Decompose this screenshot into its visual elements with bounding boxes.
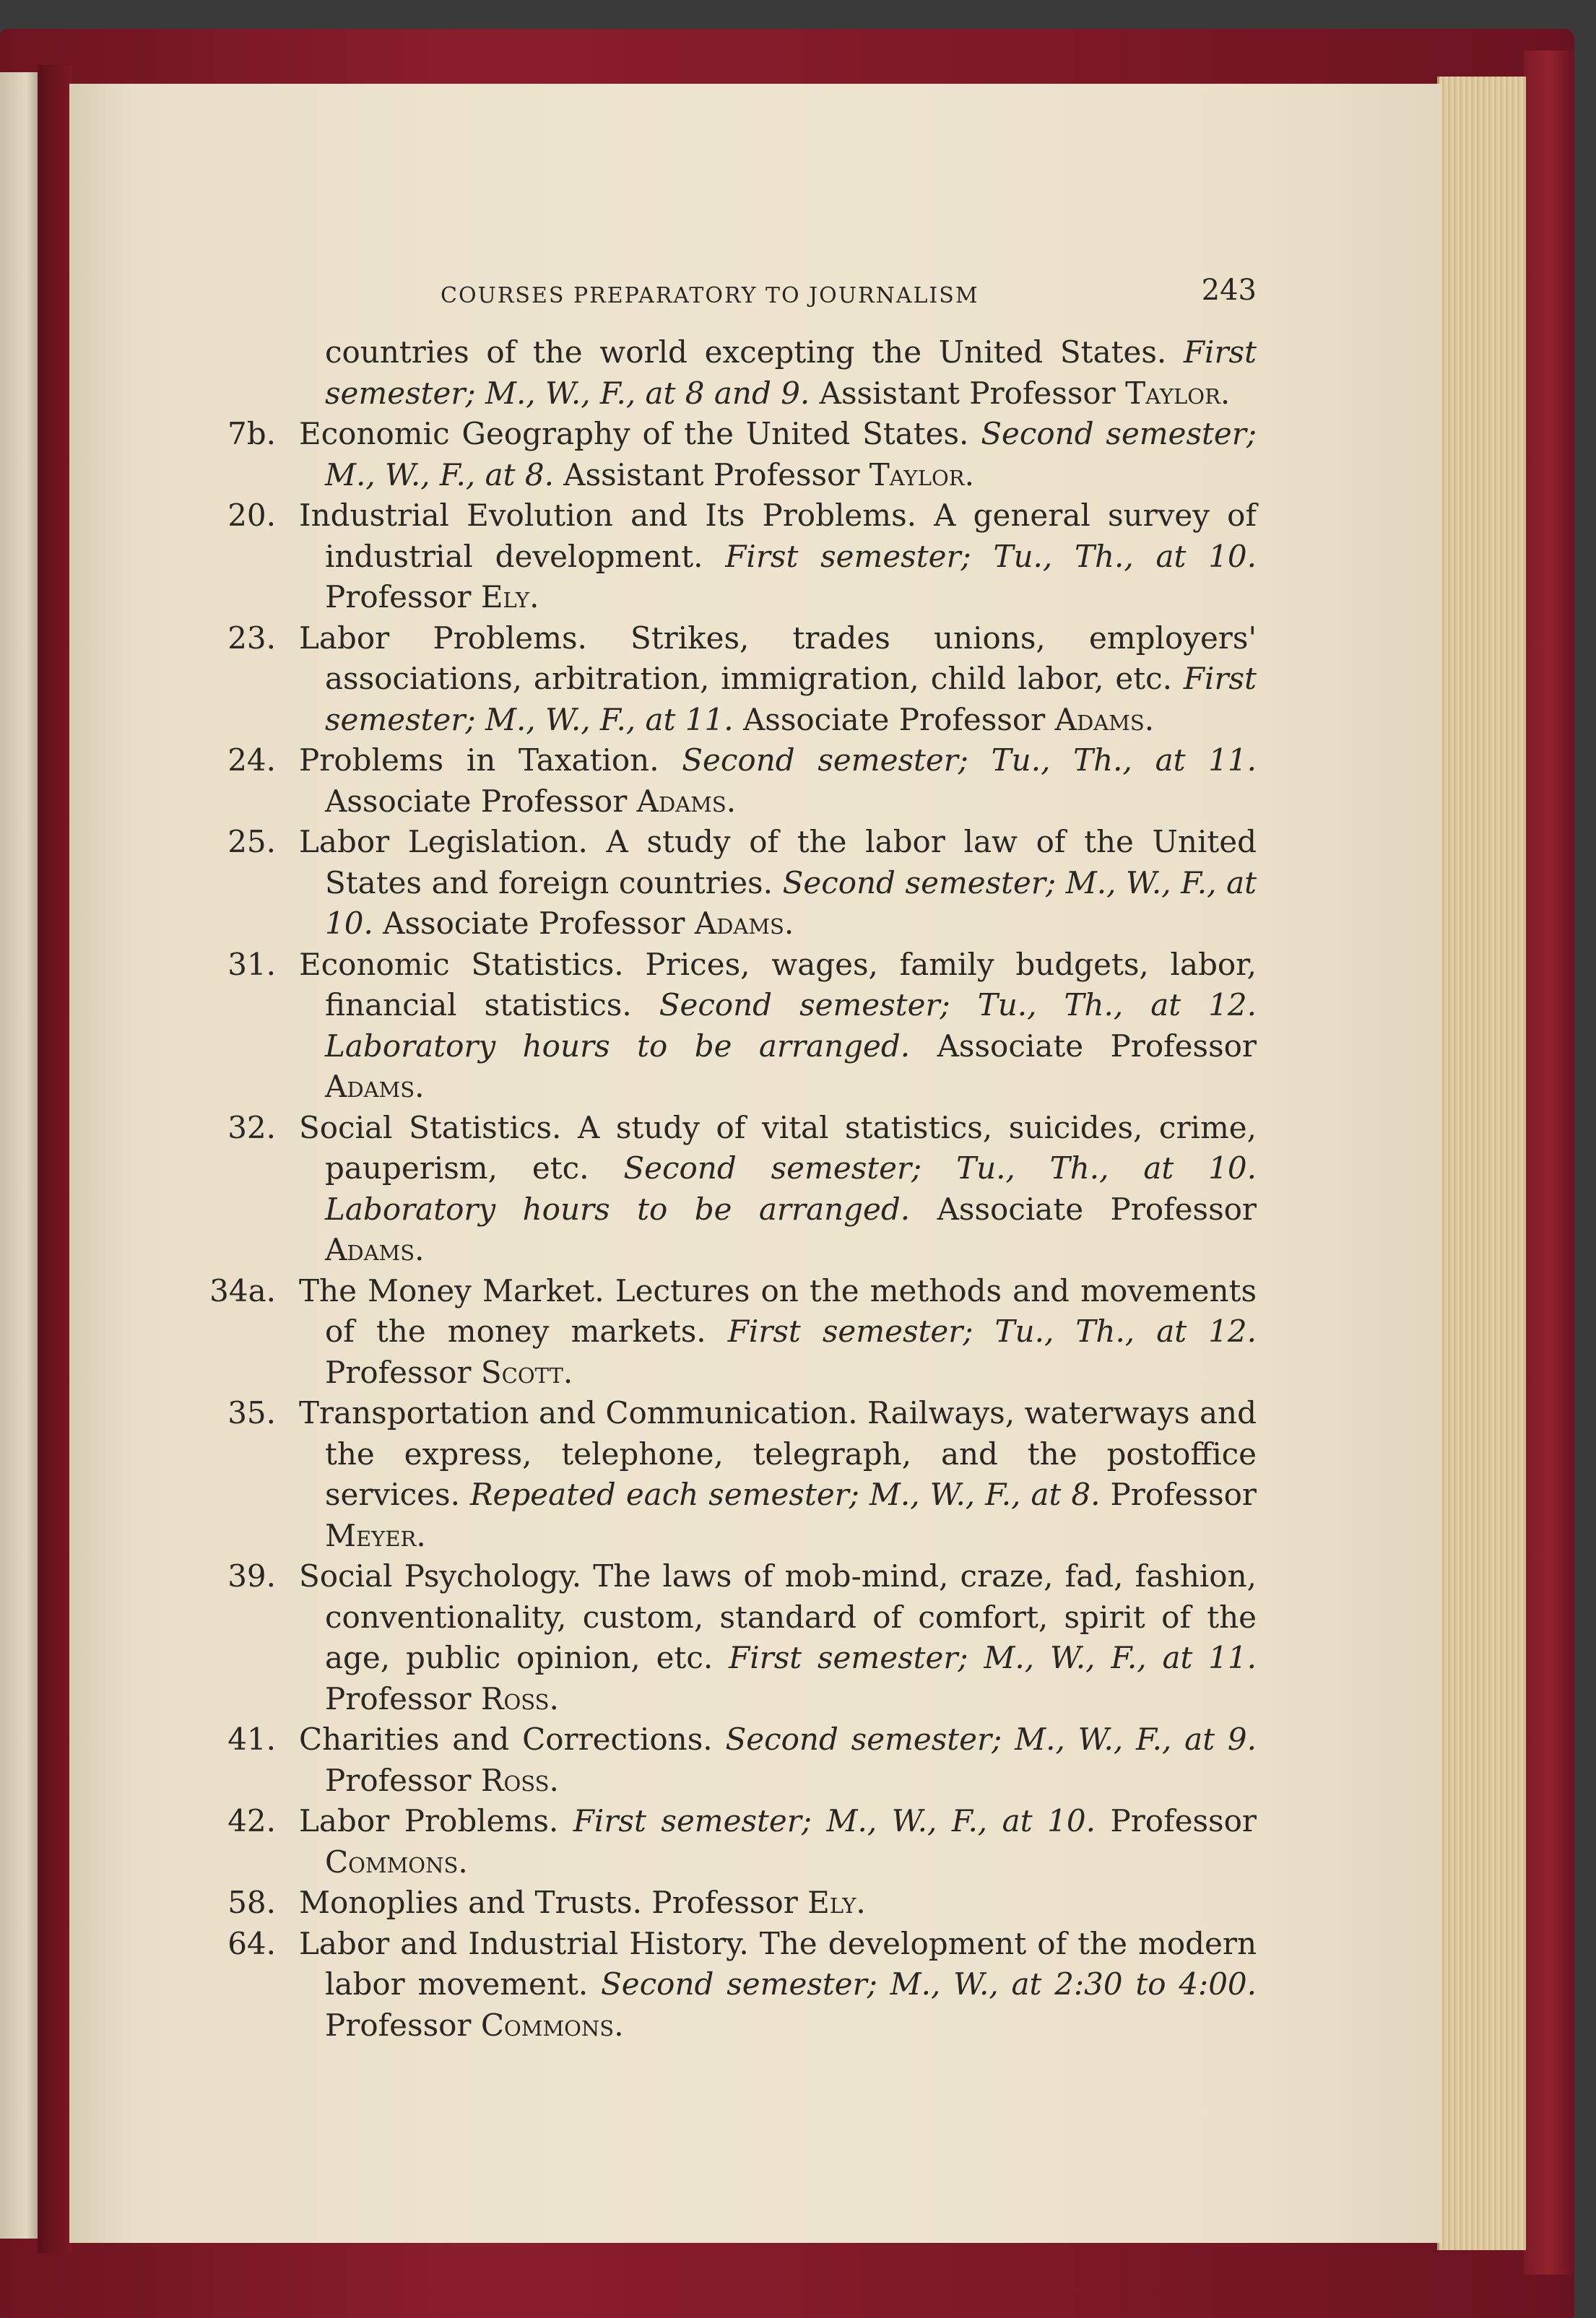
course-description (299, 1393, 1257, 1556)
punctuation: . (964, 456, 974, 492)
course-description (299, 822, 1257, 945)
course-text: countries of the world excepting the United States. (325, 334, 1184, 370)
course-description (299, 1883, 1257, 1924)
course-description (299, 1801, 1257, 1883)
course-description (299, 332, 1257, 414)
course-number: 20. (227, 498, 276, 533)
course-entry (195, 1719, 1257, 1801)
course-number: 25. (227, 824, 276, 859)
course-entry (195, 1393, 1257, 1556)
instructor-title: Professor (1095, 1803, 1257, 1839)
instructor-title: Professor (325, 1680, 481, 1716)
course-description (299, 1556, 1257, 1719)
course-number: 7b. (227, 416, 276, 451)
course-number: 39. (227, 1558, 276, 1594)
instructor-title: Professor (325, 1762, 481, 1798)
punctuation: . (415, 1232, 425, 1267)
course-schedule: Second semester; M., W., F., at 8. (325, 416, 1257, 492)
punctuation: . (614, 2007, 624, 2043)
course-schedule: Repeated each semester; M., W., F., at 8. (469, 1477, 1101, 1512)
course-number: 34a. (209, 1272, 276, 1308)
cover-edge-right (1524, 51, 1574, 2275)
course-number: 42. (227, 1803, 276, 1839)
instructor-name: Adams (694, 906, 784, 941)
course-description (299, 495, 1257, 618)
running-head (195, 267, 1257, 319)
course-schedule: Second semester; M., W., F., at 10. (325, 864, 1257, 941)
course-schedule: First semester; M., W., F., at 11. (325, 661, 1257, 737)
instructor-name: Meyer (325, 1517, 417, 1553)
course-number: 24. (227, 742, 276, 778)
course-description (299, 1719, 1257, 1801)
punctuation: . (1144, 701, 1155, 737)
punctuation: . (856, 1885, 866, 1920)
course-schedule: First semester; M., W., F., at 11. (729, 1640, 1257, 1675)
punctuation: . (549, 1680, 559, 1716)
course-entry (195, 414, 1257, 495)
course-text: Labor and Industrial History. The development of the modern labor movement. (299, 1925, 1257, 2002)
course-description (299, 1108, 1257, 1271)
instructor-title: Associate Professor (910, 1028, 1257, 1064)
instructor-title: Professor (325, 579, 481, 615)
course-text: Economic Statistics. Prices, wages, family budgets, labor, financial statistics. (299, 946, 1257, 1023)
instructor-name: Taylor (869, 456, 965, 492)
instructor-title: Assistant Professor (810, 375, 1126, 411)
instructor-title: Associate Professor (373, 906, 695, 941)
course-schedule: First semester; Tu., Th., at 10. (725, 538, 1257, 574)
punctuation: . (415, 1069, 425, 1104)
course-description (299, 618, 1257, 741)
course-entry (195, 618, 1257, 741)
instructor-title: Professor (641, 1885, 808, 1920)
course-description (299, 740, 1257, 822)
instructor-title: Professor (1100, 1477, 1257, 1512)
course-text: Labor Problems. (299, 1803, 573, 1839)
course-entry (195, 1271, 1257, 1394)
course-entry (195, 740, 1257, 822)
course-text: Labor Problems. Strikes, trades unions, employers' associations, arbitration, immigration, child labor, etc. (299, 620, 1257, 696)
course-entry (195, 945, 1257, 1108)
instructor-name: Commons (480, 2007, 615, 2043)
instructor-title: Associate Professor (733, 701, 1055, 737)
course-number: 23. (227, 620, 276, 656)
instructor-name: Ross (480, 1762, 550, 1798)
punctuation: . (726, 783, 737, 819)
course-number: 32. (227, 1109, 276, 1145)
course-description (299, 414, 1257, 495)
course-text: Economic Geography of the United States. (299, 416, 981, 451)
course-number: 41. (227, 1722, 276, 1757)
course-schedule: Second semester; Tu., Th., at 10. Laboratory hours to be arranged. (325, 1150, 1257, 1227)
instructor-name: Ross (480, 1680, 550, 1716)
instructor-name: Commons (325, 1844, 459, 1880)
page-edges (1437, 77, 1526, 2250)
punctuation: . (1220, 375, 1231, 411)
facing-page-edge (0, 72, 38, 2239)
instructor-title: Associate Professor (910, 1191, 1257, 1227)
course-text: Social Statistics. A study of vital statistics, suicides, crime, pauperism, etc. (299, 1109, 1257, 1186)
instructor-name: Adams (325, 1069, 415, 1104)
instructor-title: Professor (325, 2007, 481, 2043)
instructor-name: Ely (480, 579, 530, 615)
course-schedule: First semester; Tu., Th., at 12. (727, 1314, 1257, 1349)
course-text: Charities and Corrections. (299, 1722, 726, 1757)
page-text (195, 267, 1257, 2046)
course-number: 64. (227, 1925, 276, 1961)
punctuation: . (784, 906, 794, 941)
running-head-title: COURSES PREPARATORY TO JOURNALISM (441, 283, 979, 308)
instructor-name: Adams (1054, 701, 1145, 737)
course-description (299, 1924, 1257, 2046)
course-entry (195, 822, 1257, 945)
punctuation: . (563, 1354, 573, 1390)
course-entry (195, 1883, 1257, 1924)
course-entry (195, 332, 1257, 414)
course-description (299, 945, 1257, 1108)
instructor-title: Associate Professor (325, 783, 637, 819)
course-schedule: Second semester; Tu., Th., at 11. (682, 742, 1257, 778)
course-text: Transportation and Communication. Railways, waterways and the express, telephone, telegraph, and the postoffice services. (299, 1395, 1257, 1512)
course-schedule: First semester; M., W., F., at 8 and 9. (325, 334, 1257, 411)
page-number: 243 (1201, 274, 1257, 307)
course-number: 31. (227, 946, 276, 982)
punctuation: . (416, 1517, 426, 1553)
instructor-name: Adams (325, 1232, 415, 1267)
course-number: 58. (227, 1885, 276, 1920)
course-text: Social Psychology. The laws of mob-mind, craze, fad, fashion, conventionality, custom, standard of comfort, spirit of the age, public opinion, etc. (299, 1558, 1257, 1675)
course-text: Labor Legislation. A study of the labor law of the United States and foreign countries. (299, 824, 1257, 900)
instructor-name: Scott (480, 1354, 563, 1390)
instructor-name: Taylor (1125, 375, 1220, 411)
punctuation: . (458, 1844, 468, 1880)
course-entry (195, 1801, 1257, 1883)
course-text: Industrial Evolution and Its Problems. A general survey of industrial development. (299, 498, 1257, 574)
instructor-name: Ely (807, 1885, 856, 1920)
course-number: 35. (227, 1395, 276, 1431)
punctuation: . (529, 579, 539, 615)
course-schedule: Second semester; M., W., F., at 9. (725, 1722, 1257, 1757)
instructor-title: Assistant Professor (553, 456, 869, 492)
course-entry (195, 1556, 1257, 1719)
course-description (299, 1271, 1257, 1394)
course-entry (195, 1924, 1257, 2046)
instructor-title: Professor (325, 1354, 481, 1390)
course-text: Problems in Taxation. (299, 742, 682, 778)
instructor-name: Adams (636, 783, 727, 819)
course-schedule: First semester; M., W., F., at 10. (573, 1803, 1096, 1839)
punctuation: . (549, 1762, 559, 1798)
course-list (195, 332, 1257, 2046)
course-schedule: Second semester; M., W., at 2:30 to 4:00. (601, 1966, 1257, 2002)
course-text: Monoplies and Trusts. (299, 1885, 642, 1920)
course-entry (195, 495, 1257, 618)
course-entry (195, 1108, 1257, 1271)
course-text: The Money Market. Lectures on the methods and movements of the money markets. (299, 1272, 1257, 1349)
gutter (38, 65, 72, 2253)
course-schedule: Second semester; Tu., Th., at 12. Laboratory hours to be arranged. (325, 987, 1257, 1064)
